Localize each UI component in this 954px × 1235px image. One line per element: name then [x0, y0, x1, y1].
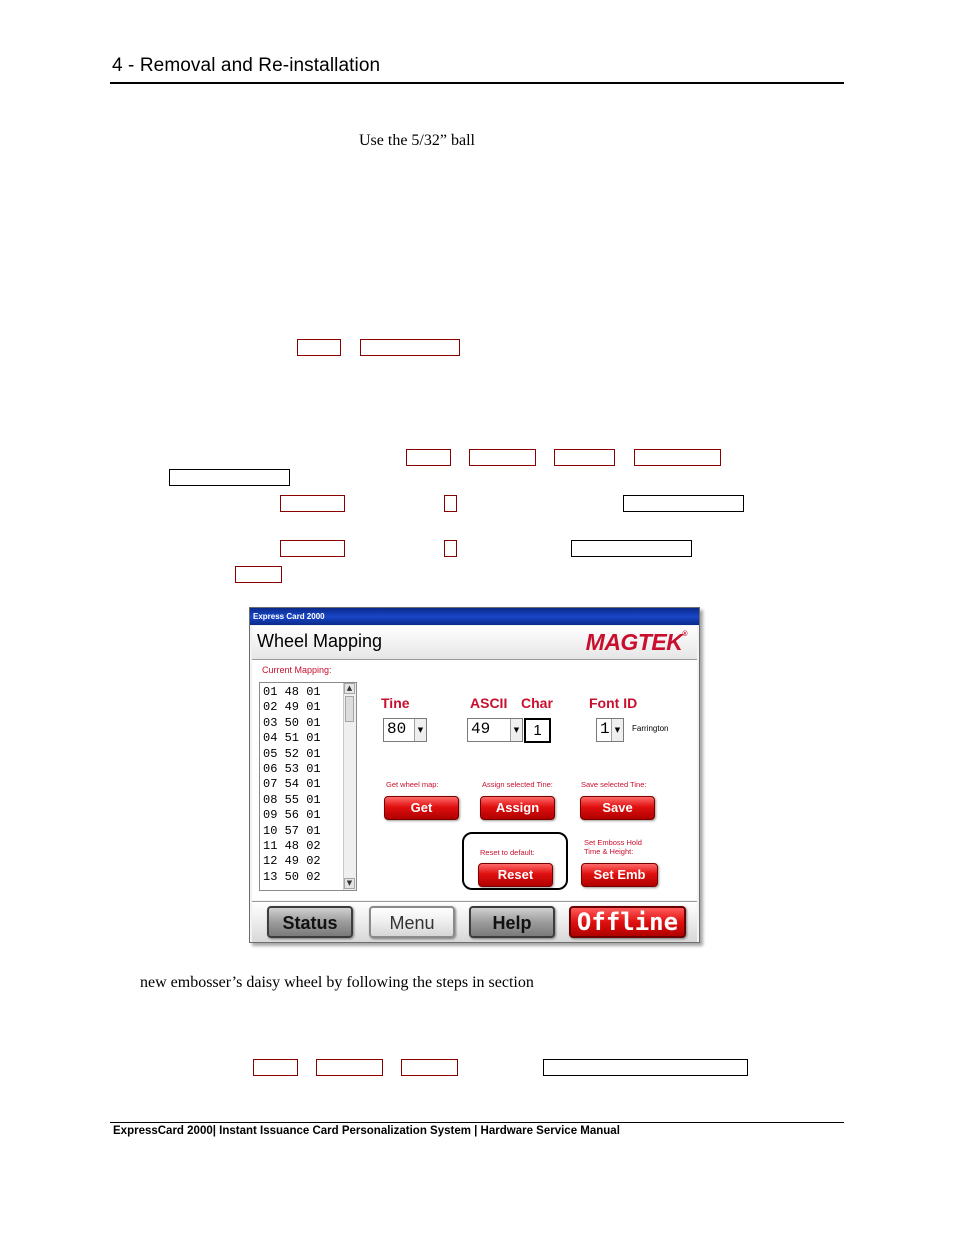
- ascii-label: ASCII: [470, 695, 508, 711]
- link-box[interactable]: [297, 339, 341, 356]
- setemb-caption-2: Time & Height:: [584, 847, 634, 856]
- header-rule: [110, 82, 844, 84]
- registered-mark: ®: [682, 631, 687, 638]
- reset-button[interactable]: Reset: [478, 863, 553, 887]
- mapping-row[interactable]: 09 56 01: [263, 808, 321, 823]
- ascii-value: 49: [471, 720, 491, 738]
- assign-caption: Assign selected Tine:: [482, 780, 553, 789]
- mapping-row[interactable]: 08 55 01: [263, 792, 321, 807]
- link-box[interactable]: [444, 495, 457, 512]
- save-caption: Save selected Tine:: [581, 780, 647, 789]
- reference-box: [169, 469, 290, 486]
- tine-label: Tine: [381, 695, 410, 711]
- link-box[interactable]: [280, 495, 345, 512]
- link-box[interactable]: [406, 449, 451, 466]
- link-box[interactable]: [316, 1059, 383, 1076]
- wheel-mapping-window: [249, 607, 700, 943]
- chevron-down-icon[interactable]: ▼: [414, 719, 426, 741]
- mapping-row[interactable]: 12 49 02: [263, 854, 321, 869]
- chevron-down-icon[interactable]: ▼: [510, 719, 522, 741]
- setemb-caption-1: Set Emboss Hold: [584, 838, 642, 847]
- window-header: [252, 626, 697, 660]
- get-caption: Get wheel map:: [386, 780, 439, 789]
- section-header: 4 - Removal and Re-installation: [112, 55, 381, 76]
- scroll-thumb[interactable]: [345, 696, 354, 722]
- link-box[interactable]: [235, 566, 282, 583]
- save-button[interactable]: Save: [580, 796, 655, 820]
- mapping-row[interactable]: 04 51 01: [263, 731, 321, 746]
- mapping-label: Current Mapping:: [262, 665, 332, 675]
- logo-text: MAGTEK: [585, 629, 683, 655]
- mapping-rows: [263, 685, 321, 885]
- link-box[interactable]: [401, 1059, 458, 1076]
- reference-box: [571, 540, 692, 557]
- mapping-list[interactable]: [259, 682, 357, 891]
- link-box[interactable]: [444, 540, 457, 557]
- link-box[interactable]: [634, 449, 721, 466]
- mapping-row[interactable]: 05 52 01: [263, 746, 321, 761]
- link-box[interactable]: [280, 540, 345, 557]
- mapping-row[interactable]: 03 50 01: [263, 715, 321, 730]
- mapping-row[interactable]: 06 53 01: [263, 762, 321, 777]
- window-body: [252, 660, 697, 900]
- body-text-daisy-wheel: new embosser’s daisy wheel by following the steps in section: [140, 974, 534, 991]
- mapping-row[interactable]: 10 57 01: [263, 823, 321, 838]
- nav-bar: [252, 901, 697, 942]
- mapping-scrollbar[interactable]: [343, 683, 356, 890]
- mapping-row[interactable]: 11 48 02: [263, 839, 321, 854]
- reset-caption: Reset to default:: [480, 848, 535, 857]
- font-id-value: 1: [600, 720, 610, 738]
- link-box[interactable]: [360, 339, 460, 356]
- arrow-up-icon[interactable]: ▲: [344, 683, 355, 694]
- status-button[interactable]: Status: [267, 906, 353, 938]
- mapping-row[interactable]: 07 54 01: [263, 777, 321, 792]
- mapping-row[interactable]: 13 50 02: [263, 869, 321, 884]
- arrow-down-icon[interactable]: ▼: [344, 878, 355, 889]
- set-emb-button[interactable]: Set Emb: [581, 863, 658, 887]
- window-heading: Wheel Mapping: [257, 631, 383, 651]
- magtek-logo: [586, 629, 687, 656]
- char-label: Char: [521, 695, 553, 711]
- font-id-select[interactable]: [596, 718, 624, 742]
- offline-button[interactable]: Offline: [569, 906, 686, 938]
- assign-button[interactable]: Assign: [480, 796, 555, 820]
- footer-text: ExpressCard 2000| Instant Issuance Card Personalization System | Hardware Service Manual: [113, 1125, 620, 1137]
- reference-box: [623, 495, 744, 512]
- mapping-row[interactable]: 01 48 01: [263, 685, 321, 699]
- link-box[interactable]: [469, 449, 536, 466]
- window-titlebar: Express Card 2000: [250, 608, 699, 625]
- link-box[interactable]: [554, 449, 615, 466]
- body-text-ballhex: Use the 5/32” ball: [359, 132, 475, 149]
- tine-select[interactable]: [383, 718, 427, 742]
- char-field[interactable]: 1: [524, 718, 551, 743]
- link-box[interactable]: [253, 1059, 298, 1076]
- mapping-row[interactable]: 02 49 01: [263, 700, 321, 715]
- tine-value: 80: [387, 720, 407, 738]
- footer-rule: [110, 1122, 844, 1123]
- font-name: Farrington: [632, 724, 669, 733]
- get-button[interactable]: Get: [384, 796, 459, 820]
- ascii-select[interactable]: [467, 718, 523, 742]
- help-button[interactable]: Help: [469, 906, 555, 938]
- reference-box: [543, 1059, 748, 1076]
- chevron-down-icon[interactable]: ▼: [611, 719, 623, 741]
- font-id-label: Font ID: [589, 695, 638, 711]
- menu-button[interactable]: Menu: [369, 906, 455, 938]
